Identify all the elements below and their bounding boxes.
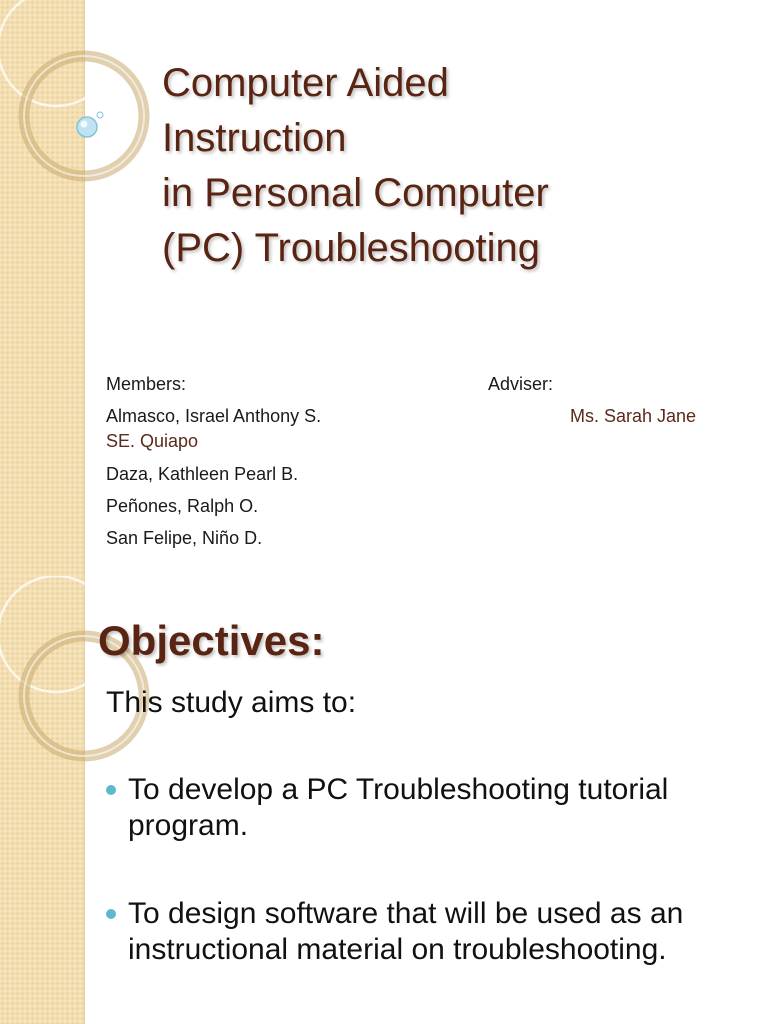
objectives-heading: Objectives: [98, 617, 325, 664]
title-line-2: Instruction [162, 116, 347, 160]
bullet-dot-icon [106, 909, 116, 919]
decorative-circles-icon [0, 0, 140, 576]
member-name: Peñones, Ralph O. [106, 496, 259, 516]
objective-text: To design software that will be used as an instructional material on troubleshooting. [128, 897, 684, 966]
decorative-side-band [0, 576, 85, 1024]
decorative-side-band [0, 0, 85, 576]
members-label: Members: [106, 374, 187, 394]
adviser-name-continued: SE. Quiapo [106, 431, 199, 451]
title-line-3: in Personal Computer [162, 171, 549, 215]
objective-bullet [106, 896, 746, 968]
objective-bullet [106, 772, 746, 844]
objective-text: To develop a PC Troubleshooting tutorial program. [128, 773, 669, 842]
adviser-name: Ms. Sarah Jane [570, 406, 697, 426]
member-name: Almasco, Israel Anthony S. [106, 406, 322, 426]
bullet-dot-icon [106, 785, 116, 795]
title-line-4: (PC) Troubleshooting [162, 226, 540, 270]
adviser-label: Adviser: [488, 374, 554, 394]
objectives-slide [0, 576, 768, 1024]
title-line-1: Computer Aided [162, 61, 449, 105]
objectives-intro: This study aims to: [106, 686, 357, 719]
member-name: San Felipe, Niño D. [106, 528, 263, 548]
slide-title [162, 56, 752, 276]
member-name: Daza, Kathleen Pearl B. [106, 464, 299, 484]
